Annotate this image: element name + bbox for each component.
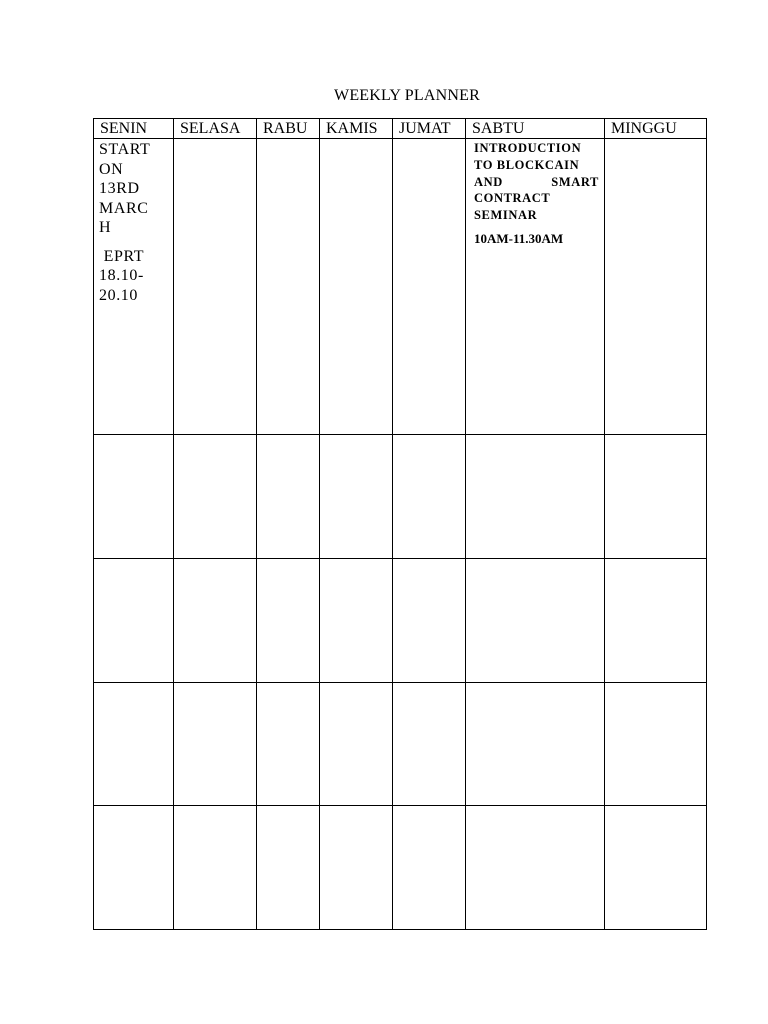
planner-cell[interactable] — [320, 806, 393, 930]
planner-cell[interactable] — [174, 682, 257, 806]
planner-cell[interactable] — [174, 435, 257, 559]
header-senin: SENIN — [94, 119, 174, 139]
planner-cell[interactable] — [393, 682, 466, 806]
planner-cell[interactable] — [605, 682, 707, 806]
planner-cell[interactable] — [466, 435, 605, 559]
seminar-note-word: AND — [474, 174, 503, 189]
header-jumat: JUMAT — [393, 119, 466, 139]
senin-note-line: START — [99, 141, 151, 158]
planner-cell[interactable] — [174, 806, 257, 930]
header-kamis: KAMIS — [320, 119, 393, 139]
header-minggu: MINGGU — [605, 119, 707, 139]
planner-cell[interactable] — [174, 559, 257, 683]
planner-cell[interactable] — [94, 682, 174, 806]
planner-cell[interactable] — [466, 682, 605, 806]
cell-rabu-week-1[interactable] — [257, 139, 320, 435]
cell-selasa-week-1[interactable] — [174, 139, 257, 435]
header-rabu: RABU — [257, 119, 320, 139]
seminar-note-line: TO BLOCKCAIN — [474, 157, 580, 172]
planner-cell[interactable] — [320, 682, 393, 806]
table-row — [94, 682, 707, 806]
planner-cell[interactable] — [257, 435, 320, 559]
senin-event-line: 20.10 — [99, 286, 138, 304]
senin-event-line: 18.10- — [99, 267, 144, 284]
planner-cell[interactable] — [393, 559, 466, 683]
header-row — [94, 119, 707, 139]
cell-senin-week-1[interactable] — [94, 139, 174, 435]
seminar-note-line — [474, 174, 599, 191]
weekly-planner-table — [93, 118, 707, 930]
planner-cell[interactable] — [257, 682, 320, 806]
table-row — [94, 139, 707, 435]
table-row — [94, 559, 707, 683]
planner-cell[interactable] — [393, 806, 466, 930]
planner-cell[interactable] — [257, 806, 320, 930]
senin-event-line: EPRT — [99, 247, 145, 265]
spacer — [99, 238, 173, 247]
planner-cell[interactable] — [320, 435, 393, 559]
seminar-note-line: INTRODUCTION — [474, 141, 582, 155]
seminar-note-line: SEMINAR — [474, 208, 538, 223]
seminar-time: 10AM-11.30AM — [474, 230, 564, 246]
senin-note-line: 13RD — [99, 180, 140, 197]
planner-cell[interactable] — [94, 559, 174, 683]
planner-cell[interactable] — [605, 435, 707, 559]
planner-cell[interactable] — [94, 435, 174, 559]
header-sabtu: SABTU — [466, 119, 605, 139]
cell-minggu-week-1[interactable] — [605, 139, 707, 435]
table-row — [94, 806, 707, 930]
page-title: WEEKLY PLANNER — [334, 87, 480, 104]
senin-note-line: H — [99, 219, 112, 236]
planner-cell[interactable] — [320, 559, 393, 683]
seminar-note — [466, 139, 604, 248]
seminar-note-line: CONTRACT — [474, 191, 551, 206]
senin-note-line: MARC — [99, 199, 149, 217]
header-selasa: SELASA — [174, 119, 257, 139]
planner-cell[interactable] — [605, 806, 707, 930]
senin-note-line: ON — [99, 160, 124, 178]
table-row — [94, 435, 707, 559]
planner-cell[interactable] — [466, 806, 605, 930]
planner-cell[interactable] — [94, 806, 174, 930]
cell-kamis-week-1[interactable] — [320, 139, 393, 435]
seminar-note-word: SMART — [551, 174, 599, 189]
planner-cell[interactable] — [605, 559, 707, 683]
senin-note — [94, 139, 173, 305]
planner-cell[interactable] — [257, 559, 320, 683]
planner-cell[interactable] — [393, 435, 466, 559]
cell-jumat-week-1[interactable] — [393, 139, 466, 435]
cell-sabtu-week-1[interactable] — [466, 139, 605, 435]
planner-cell[interactable] — [466, 559, 605, 683]
